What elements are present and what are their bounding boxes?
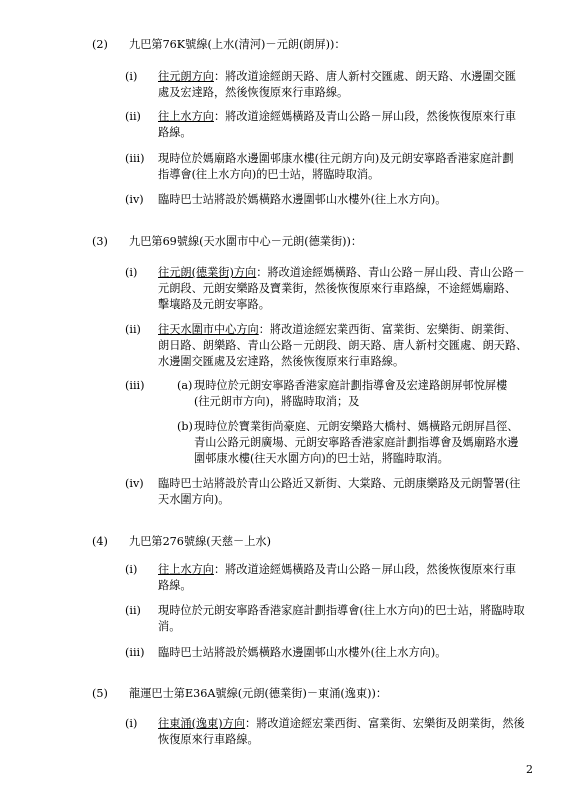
section-number: (4) bbox=[92, 535, 108, 548]
section-number: (2) bbox=[92, 38, 108, 51]
section-title: 九巴第276號線(天慈－上水) bbox=[129, 535, 271, 548]
text-line: ：將改道途經宏業西街、富業街、宏樂街及朗業街，然後 bbox=[245, 717, 525, 730]
sub-letter: (b) bbox=[177, 420, 193, 433]
text-line: 現時位於寶業街尚豪庭、元朗安樂路大橋村、媽橫路元朗屏昌徑、 bbox=[194, 420, 519, 433]
item-text bbox=[158, 151, 530, 183]
direction-label: 往東涌(逸東)方向 bbox=[158, 717, 246, 730]
item-numeral: (ii) bbox=[125, 604, 141, 617]
section-title: 龍運巴士第E36A號線(元朗(德業街)－東涌(逸東))： bbox=[129, 687, 388, 700]
text-line: 臨時巴士站將設於媽橫路水邊圍邨山水樓外(往上水方向)。 bbox=[158, 193, 447, 206]
text-line: 擊壤路及元朗安寧路。 bbox=[158, 298, 270, 311]
text-line: ：將改道途經宏業西街、富業街、宏樂街、朗業街、 bbox=[258, 323, 517, 336]
text-line: 現時位於媽廟路水邊圍邨康水樓(往元朗方向)及元朗安寧路香港家庭計劃 bbox=[158, 152, 514, 165]
item-numeral: (i) bbox=[125, 717, 138, 730]
sub-text bbox=[194, 378, 534, 410]
item-text bbox=[158, 69, 530, 101]
item-numeral: (iv) bbox=[125, 477, 144, 490]
direction-label: 往上水方向 bbox=[158, 563, 214, 576]
text-line: ：將改道途經媽橫路、青山公路－屏山段、青山公路－ bbox=[256, 266, 525, 279]
page-number: 2 bbox=[526, 763, 533, 776]
direction-label: 往上水方向 bbox=[158, 110, 214, 123]
item-text bbox=[158, 192, 530, 208]
text-line: 天水圍方向)。 bbox=[158, 493, 230, 506]
item-numeral: (iii) bbox=[125, 379, 145, 392]
section-number: (3) bbox=[92, 235, 108, 248]
sub-letter: (a) bbox=[177, 379, 193, 392]
text-line: 恢復原來行車路線。 bbox=[158, 733, 259, 746]
text-line: 圍邨康水樓(往天水圍方向)的巴士站，將臨時取消。 bbox=[194, 452, 449, 465]
item-text bbox=[158, 265, 530, 313]
text-line: ：將改道途經媽橫路及青山公路－屏山段，然後恢復原來行車 bbox=[213, 563, 517, 576]
text-line: 路線。 bbox=[158, 126, 192, 139]
sub-text bbox=[194, 419, 534, 467]
section-title: 九巴第69號線(天水圍市中心－元朗(德業街))： bbox=[129, 235, 363, 248]
text-line: 元朗段、元朗安樂路及寶業街，然後恢復原來行車路線，不途經媽廟路、 bbox=[158, 282, 517, 295]
text-line: 現時位於元朗安寧路香港家庭計劃指導會及宏達路朗屏邨悅屏樓 bbox=[194, 379, 508, 392]
text-line: ：將改道途經媽橫路及青山公路－屏山段，然後恢復原來行車 bbox=[213, 110, 517, 123]
text-line: 臨時巴士站將設於媽橫路水邊圍邨山水樓外(往上水方向)。 bbox=[158, 646, 447, 659]
item-numeral: (ii) bbox=[125, 323, 141, 336]
text-line: 臨時巴士站將設於青山公路近又新街、大棠路、元朗康樂路及元朗警署(往 bbox=[158, 477, 521, 490]
text-line: 處及宏達路，然後恢復原來行車路線。 bbox=[158, 86, 349, 99]
text-line: ：將改道途經朗天路、唐人新村交匯處、朗天路、水邊圍交匯 bbox=[213, 70, 517, 83]
direction-label: 往元朗(德業街)方向 bbox=[158, 266, 257, 279]
item-numeral: (iii) bbox=[125, 646, 145, 659]
section-number: (5) bbox=[92, 687, 108, 700]
direction-label: 往天水圍市中心方向 bbox=[158, 323, 259, 336]
text-line: 路線。 bbox=[158, 579, 192, 592]
item-text bbox=[158, 603, 530, 635]
item-text bbox=[158, 562, 530, 594]
item-text bbox=[158, 322, 530, 370]
item-numeral: (i) bbox=[125, 70, 138, 83]
text-line: 青山公路元朗廣場、元朗安寧路香港家庭計劃指導會及媽廟路水邊 bbox=[194, 436, 519, 449]
text-line: 朗日路、朗樂路、青山公路－元朗段、朗天路、唐人新村交匯處、朗天路、 bbox=[158, 339, 528, 352]
text-line: (往元朗市方向)，將臨時取消；及 bbox=[194, 395, 360, 408]
direction-label: 往元朗方向 bbox=[158, 70, 214, 83]
text-line: 水邊圍交匯處及宏達路，然後恢復原來行車路線。 bbox=[158, 355, 405, 368]
text-line: 消。 bbox=[158, 620, 181, 633]
item-numeral: (i) bbox=[125, 266, 138, 279]
text-line: 現時位於元朗安寧路香港家庭計劃指導會(往上水方向)的巴士站，將臨時取 bbox=[158, 604, 525, 617]
item-numeral: (iii) bbox=[125, 152, 145, 165]
item-numeral: (iv) bbox=[125, 193, 144, 206]
item-text bbox=[158, 716, 530, 748]
item-text bbox=[158, 109, 530, 141]
item-text bbox=[158, 645, 530, 661]
section-title: 九巴第76K號線(上水(清河)－元朗(朗屏))： bbox=[129, 38, 346, 51]
item-numeral: (i) bbox=[125, 563, 138, 576]
item-numeral: (ii) bbox=[125, 110, 141, 123]
text-line: 指導會(往上水方向)的巴士站，將臨時取消。 bbox=[158, 168, 380, 181]
item-text bbox=[158, 476, 530, 508]
